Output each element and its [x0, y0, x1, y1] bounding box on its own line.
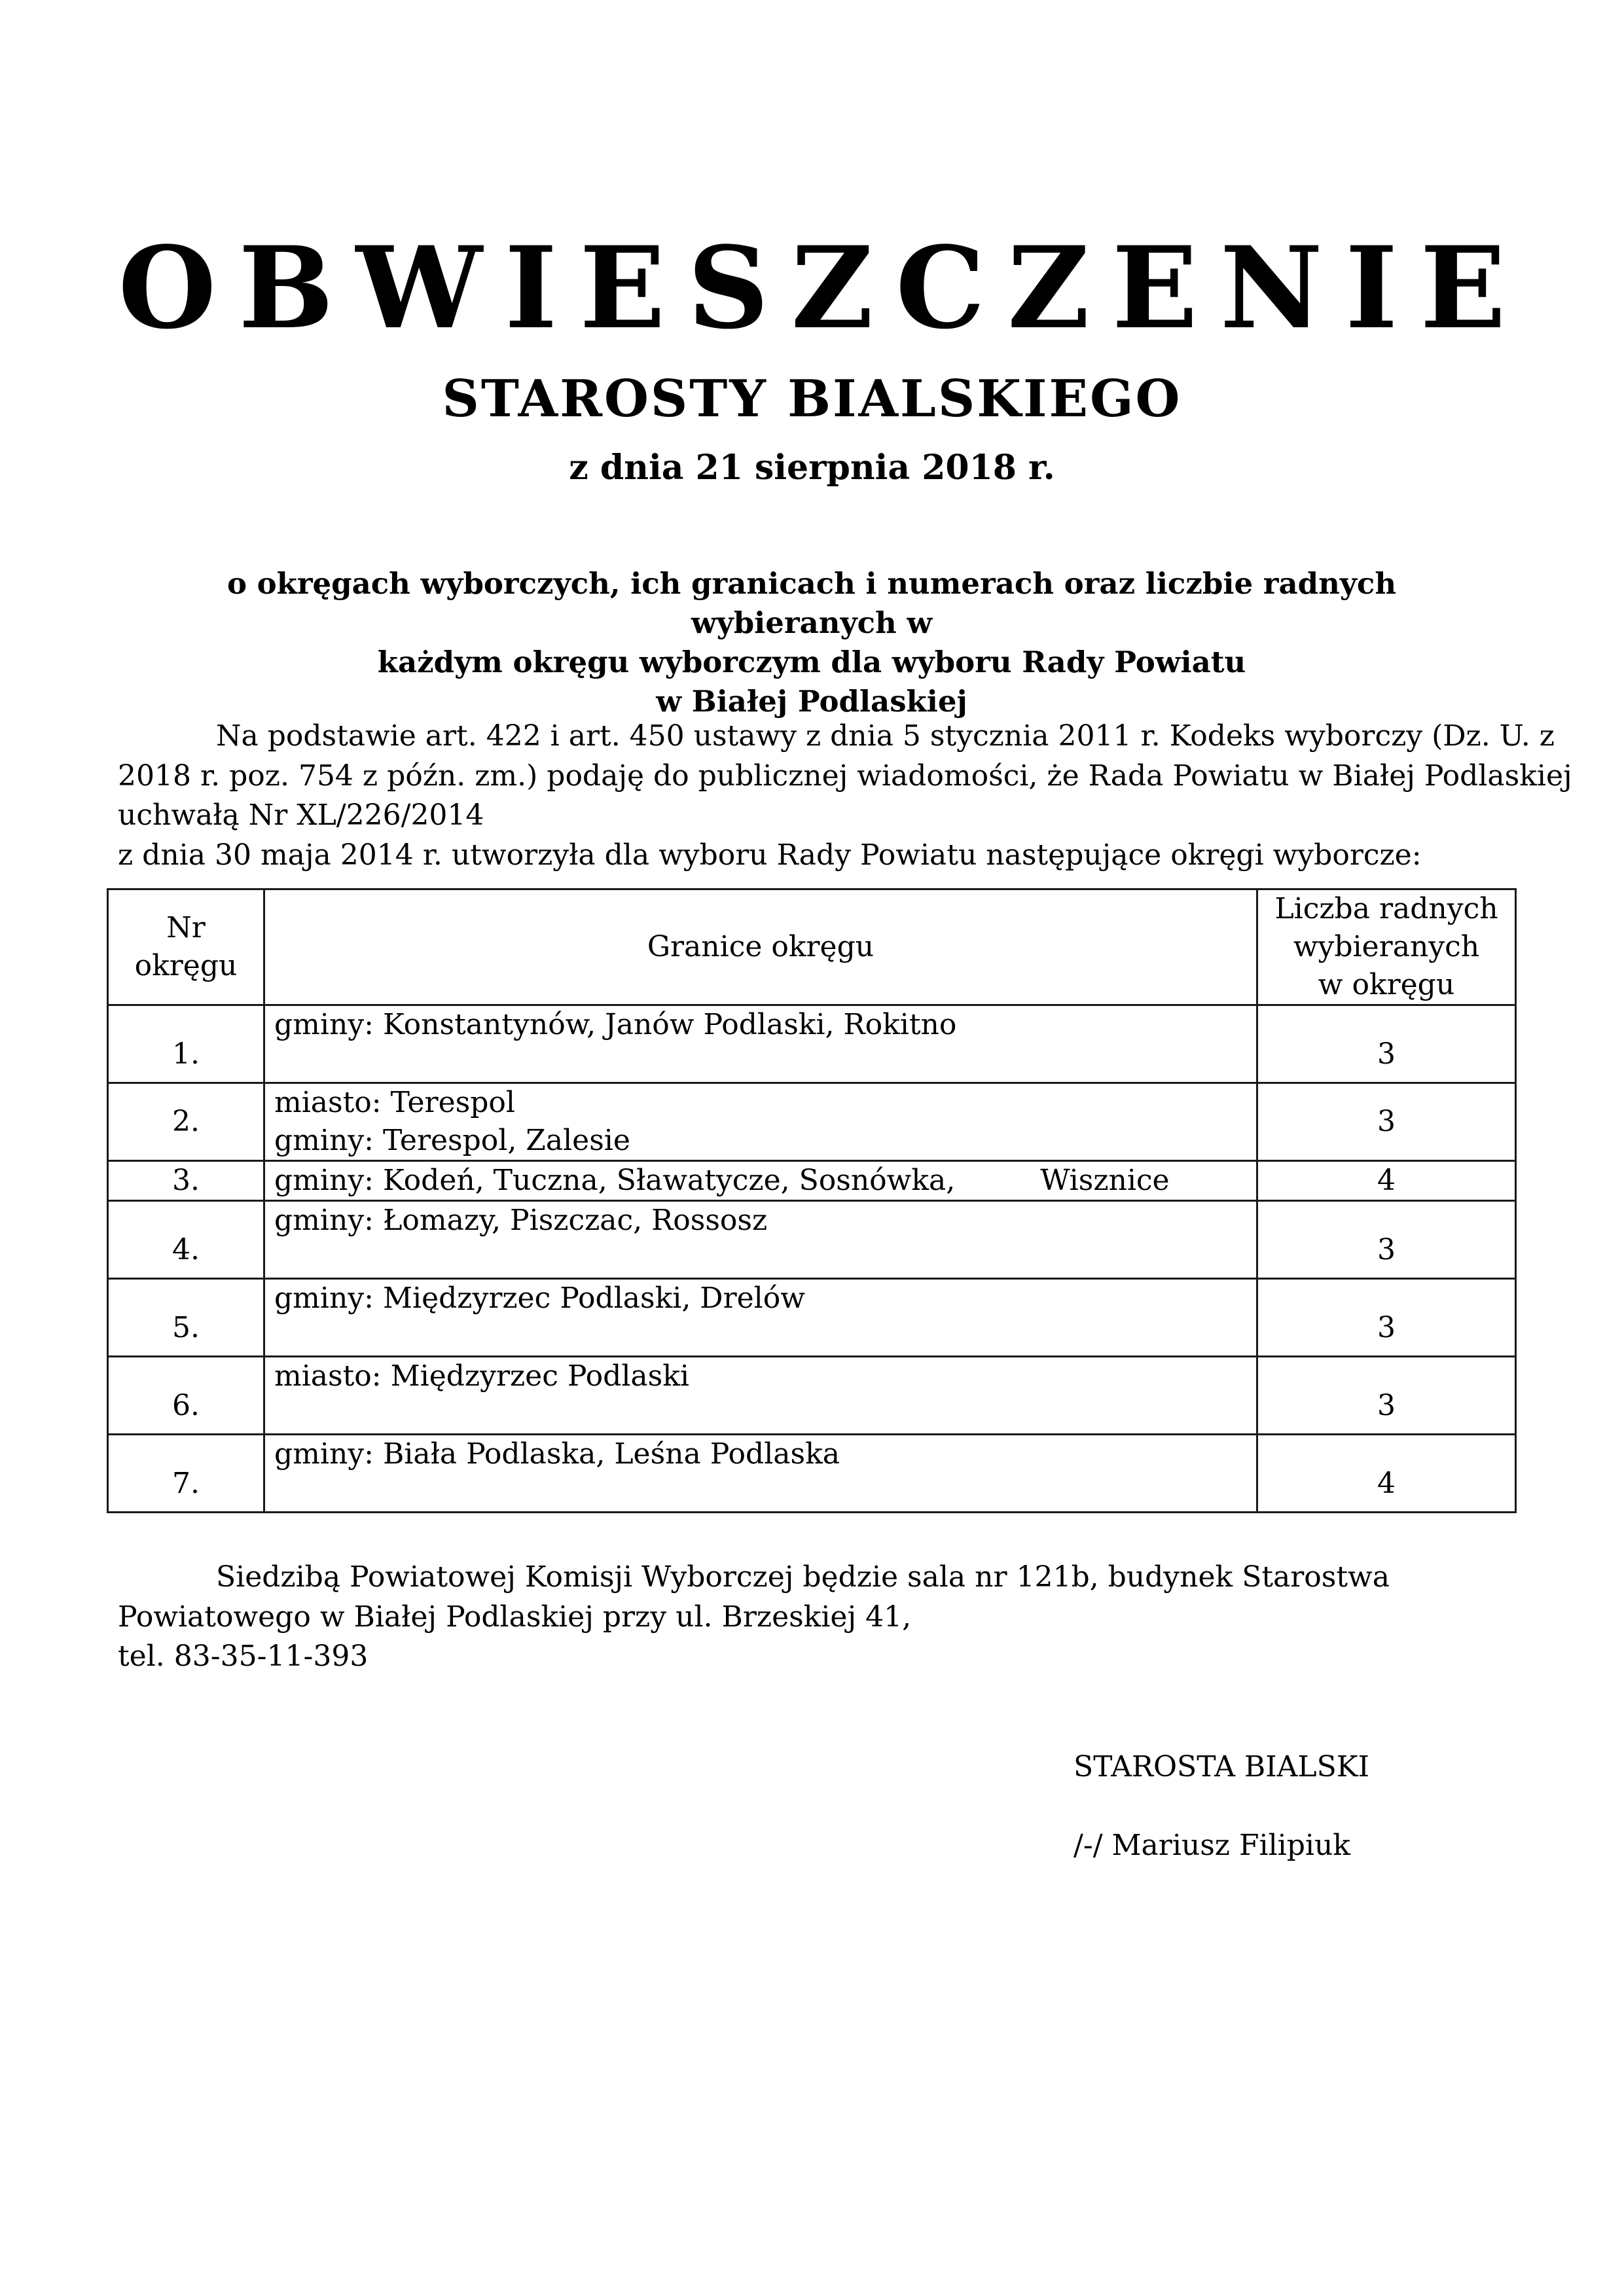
councillor-count	[1257, 1357, 1516, 1435]
boundary-line: gminy: Terespol, Zalesie	[274, 1124, 630, 1157]
header-liczba-line: wybieranych	[1293, 930, 1480, 963]
table-row	[108, 1161, 1516, 1201]
commission-seat-paragraph	[118, 1558, 1519, 1677]
councillor-count	[1257, 1201, 1516, 1279]
councillor-count	[1257, 1005, 1516, 1083]
seat-text: Siedzibą Powiatowej Komisji Wyborczej będzie sala nr 121b,	[216, 1560, 1099, 1594]
district-number	[108, 1083, 264, 1161]
district-number-text: 1.	[172, 1037, 200, 1071]
header-nr-line: Nr	[166, 911, 206, 944]
district-number	[108, 1357, 264, 1435]
district-number-text: 2.	[172, 1105, 200, 1138]
header-nr-line: okręgu	[134, 949, 238, 982]
header-liczba	[1257, 889, 1516, 1005]
district-boundaries	[264, 1435, 1257, 1513]
seat-word: Białej	[353, 1600, 437, 1634]
table-row	[108, 1435, 1516, 1513]
table-row	[108, 1005, 1516, 1083]
intro-line: 2018 r. poz. 754 z późn. zm.) podaję do publicznej wiadomości, że Rada Powiatu w Białej Podlaskiej	[118, 759, 1572, 793]
councillor-count-text: 4	[1377, 1164, 1396, 1197]
district-boundaries	[264, 1357, 1257, 1435]
boundary-line: gminy: Kodeń, Tuczna, Sławatycze, Sosnówka,	[274, 1164, 956, 1197]
table-row	[108, 1279, 1516, 1357]
seat-word: ul.	[676, 1600, 713, 1634]
boundary-line: miasto: Międzyrzec Podlaski	[274, 1359, 689, 1393]
seat-phone: tel. 83-35-11-393	[118, 1640, 369, 1673]
subject-line: w Białej Podlaskiej	[656, 684, 967, 719]
councillor-count-text: 3	[1377, 1389, 1396, 1422]
district-number	[108, 1279, 264, 1357]
table-row	[108, 1357, 1516, 1435]
boundary-line: gminy: Biała Podlaska, Leśna Podlaska	[274, 1437, 840, 1471]
intro-word: uchwałą	[118, 798, 240, 832]
seat-word: Brzeskiej	[721, 1600, 857, 1634]
councillor-count	[1257, 1083, 1516, 1161]
district-boundaries	[264, 1201, 1257, 1279]
district-number-text: 4.	[172, 1233, 200, 1266]
table-row	[108, 1083, 1516, 1161]
district-boundaries	[264, 1083, 1257, 1161]
councillor-count-text: 3	[1377, 1105, 1396, 1138]
seat-word: Powiatowego	[118, 1600, 311, 1634]
councillor-count	[1257, 1161, 1516, 1201]
header-liczba-line: Liczba radnych	[1274, 892, 1498, 925]
header-granice: Granice okręgu	[264, 889, 1257, 1005]
councillor-count	[1257, 1279, 1516, 1357]
table-row	[108, 1201, 1516, 1279]
councillor-count-text: 3	[1377, 1233, 1396, 1266]
councillor-count-text: 3	[1377, 1311, 1396, 1344]
boundary-line: gminy: Międzyrzec Podlaski, Drelów	[274, 1282, 805, 1315]
district-number	[108, 1161, 264, 1201]
document-subtitle: STAROSTY BIALSKIEGO	[442, 369, 1182, 429]
intro-line	[118, 796, 1519, 836]
boundary-line: Wisznice	[1040, 1164, 1170, 1197]
intro-word: XL/226/2014	[297, 798, 484, 832]
table-header-row	[108, 889, 1516, 1005]
district-boundaries	[264, 1005, 1257, 1083]
boundary-line: gminy: Konstantynów, Janów Podlaski, Rokitno	[274, 1008, 957, 1041]
intro-paragraph	[118, 717, 1572, 875]
seat-line	[118, 1598, 1519, 1638]
document-title: OBWIESZCZENIE	[118, 221, 1528, 354]
district-number-text: 6.	[172, 1389, 200, 1422]
seat-word: w	[319, 1600, 345, 1634]
signature-role: STAROSTA BIALSKI	[1074, 1750, 1370, 1784]
seat-word: 41,	[865, 1600, 912, 1634]
intro-line	[118, 717, 1555, 757]
boundary-line: gminy: Łomazy, Piszczac, Rossosz	[274, 1204, 768, 1237]
intro-word: Nr	[248, 798, 288, 832]
signature-name: /-/ Mariusz Filipiuk	[1074, 1829, 1350, 1862]
district-number	[108, 1005, 264, 1083]
seat-text: budynek Starostwa	[1108, 1560, 1390, 1594]
councillor-count-text: 3	[1377, 1037, 1396, 1071]
document-date: z dnia 21 sierpnia 2018 r.	[569, 448, 1055, 488]
district-number-text: 5.	[172, 1311, 200, 1344]
district-number-text: 3.	[172, 1164, 200, 1197]
district-boundaries	[264, 1279, 1257, 1357]
document-subject	[131, 564, 1492, 721]
boundary-line: miasto: Terespol	[274, 1086, 515, 1119]
district-boundaries	[264, 1161, 1257, 1201]
seat-line	[118, 1558, 1519, 1598]
councillor-count-text: 4	[1377, 1467, 1396, 1500]
intro-line: z dnia 30 maja 2014 r. utworzyła dla wyboru Rady Powiatu następujące okręgi wyborcze:	[118, 838, 1422, 872]
header-liczba-line: w okręgu	[1318, 968, 1455, 1001]
seat-word: przy	[602, 1600, 667, 1634]
intro-text: Na podstawie art. 422 i art. 450 ustawy z dnia 5 stycznia 2011 r. Kodeks wyborczy (Dz. U. z	[216, 719, 1555, 753]
district-number	[108, 1201, 264, 1279]
subject-line: każdym okręgu wyborczym dla wyboru Rady Powiatu	[377, 645, 1246, 679]
district-number	[108, 1435, 264, 1513]
district-number-text: 7.	[172, 1467, 200, 1500]
subject-line: o okręgach wyborczych, ich granicach i numerach oraz liczbie radnych wybieranych w	[226, 566, 1397, 640]
seat-word: Podlaskiej	[446, 1600, 594, 1634]
councillor-count	[1257, 1435, 1516, 1513]
header-nr	[108, 889, 264, 1005]
districts-table	[107, 888, 1517, 1513]
